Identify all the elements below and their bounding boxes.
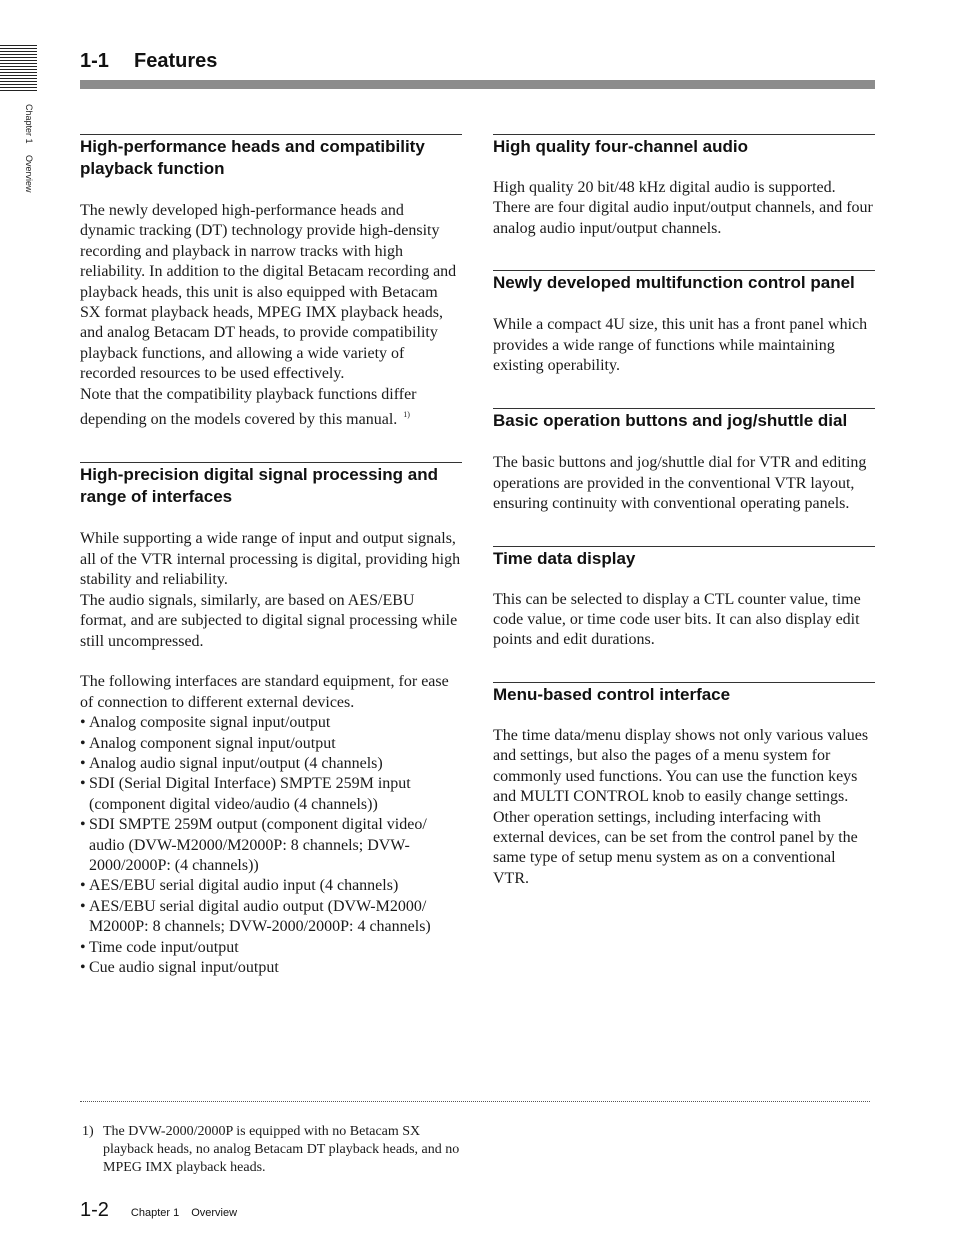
section-high-performance-heads <box>80 134 462 430</box>
list-item-text: SDI (Serial Digital Interface) SMPTE 259M input (component digital video/audio (4 channels)) <box>89 775 411 813</box>
section-heading: Menu-based control interface <box>493 684 731 704</box>
bullet: • <box>80 775 86 793</box>
section-digital-signal-processing <box>80 462 462 978</box>
bullet: • <box>80 754 86 772</box>
bullet: • <box>80 714 86 732</box>
section-heading: High-precision digital signal processing and range of interfaces <box>80 465 438 507</box>
list-item <box>80 774 462 815</box>
paragraph: High quality 20 bit/48 kHz digital audio is supported. There are four digital audio input/output channels, and four analog audio input/output channels. <box>493 179 873 237</box>
list-item <box>80 734 462 754</box>
section-four-channel-audio <box>493 134 875 239</box>
right-column <box>493 134 875 889</box>
list-item-text: SDI SMPTE 259M output (component digital video/ audio (DVW-M2000/M2000P: 8 channels; DVW-2000/2000P: (4 channels)) <box>89 816 427 874</box>
section-time-data-display <box>493 546 875 651</box>
section-body <box>493 453 875 514</box>
section-heading: Time data display <box>493 548 636 568</box>
paragraph-text: Note that the compatibility playback functions differ depending on the models covered by this manual. <box>80 385 417 429</box>
left-column <box>80 134 462 978</box>
list-item <box>80 938 462 958</box>
bullet: • <box>80 958 86 976</box>
bullet: • <box>80 816 86 834</box>
bullet: • <box>80 938 86 956</box>
section-multifunction-panel <box>493 270 875 376</box>
paragraph: Other operation settings, including interfacing with external devices, can be set from the control panel by the same type of setup menu system as on a conventional VTR. <box>493 808 858 887</box>
bullet: • <box>80 734 86 752</box>
paragraph: The basic buttons and jog/shuttle dial for VTR and editing operations are provided in the conventional VTR layout, ensuring continuity with conventional operating panels. <box>493 454 867 513</box>
section-menu-interface <box>493 682 875 889</box>
interface-list <box>80 713 462 978</box>
footnote-mark: 1) <box>82 1124 94 1139</box>
paragraph: This can be selected to display a CTL counter value, time code value, or time code user bits. It can also display edit points and edit durations. <box>493 590 861 649</box>
footer-chapter <box>131 1207 237 1219</box>
list-item-text: AES/EBU serial digital audio output (DVW-M2000/ M2000P: 8 channels; DVW-2000/2000P: 4 channels) <box>89 897 431 936</box>
section-body <box>80 529 462 978</box>
list-item-text: Analog component signal input/output <box>89 734 336 752</box>
list-item <box>80 958 462 978</box>
side-tab-chapter: Chapter 1 <box>24 104 34 144</box>
list-item <box>80 815 462 876</box>
section-body <box>80 201 462 430</box>
section-heading: High-performance heads and compatibility playback function <box>80 137 425 178</box>
section-heading: High quality four-channel audio <box>493 137 748 156</box>
section-body <box>493 178 875 239</box>
footnote-divider <box>80 1101 870 1102</box>
section-body <box>493 315 875 376</box>
section-heading: Basic operation buttons and jog/shuttle dial <box>493 411 848 431</box>
list-item <box>80 713 462 733</box>
list-item-text: Analog composite signal input/output <box>89 714 331 732</box>
footnote <box>82 1123 472 1177</box>
paragraph: While supporting a wide range of input and output signals, all of the VTR internal processing is digital, providing high stability and reliability. <box>80 530 461 589</box>
bullet: • <box>80 897 86 915</box>
paragraph: The newly developed high-performance heads and dynamic tracking (DT) technology provide high-density recording and playback in narrow tracks with high reliability. In addition to the digital Betacam recording and playback heads, this unit is also equipped with Betacam SX format playback heads, MPEG IMX playback heads, and analog Betacam DT heads, to provide compatibility playback functions, and allowing a wide variety of recorded resources to be used effectively. <box>80 202 457 383</box>
section-heading: Newly developed multifunction control panel <box>493 273 855 293</box>
paragraph: While a compact 4U size, this unit has a front panel which provides a wide range of functions while maintaining existing operability. <box>493 316 868 375</box>
list-item-text: Cue audio signal input/output <box>89 958 279 976</box>
bullet: • <box>80 877 86 895</box>
list-item <box>80 897 462 938</box>
list-item <box>80 754 462 774</box>
section-body <box>493 726 875 889</box>
section-title: Features <box>134 50 218 72</box>
footer-chapter-label: Chapter 1 <box>130 1207 180 1219</box>
side-tab-name: Overview <box>24 155 34 193</box>
list-item-text: Analog audio signal input/output (4 channels) <box>89 754 383 772</box>
list-item-text: Time code input/output <box>89 938 239 956</box>
list-item-text: AES/EBU serial digital audio input (4 channels) <box>89 877 399 895</box>
footnote-reference: 1) <box>403 410 410 420</box>
section-number: 1-1 <box>80 50 109 72</box>
section-jog-shuttle <box>493 408 875 514</box>
paragraph: The following interfaces are standard equipment, for ease of connection to different external devices. <box>80 673 449 711</box>
list-item <box>80 876 462 896</box>
chapter-tab-stripes <box>0 45 37 91</box>
footnote-text: The DVW-2000/2000P is equipped with no Betacam SX playback heads, no analog Betacam DT playback heads, and no MPEG IMX playback heads. <box>103 1124 460 1175</box>
page-footer <box>80 1199 237 1222</box>
paragraph: The audio signals, similarly, are based on AES/EBU format, and are subjected to digital signal processing while still uncompressed. <box>80 591 458 650</box>
section-body <box>493 590 875 651</box>
footer-chapter-name: Overview <box>191 1207 238 1219</box>
side-chapter-tab <box>24 104 34 193</box>
title-bar <box>80 80 875 89</box>
paragraph <box>80 385 462 431</box>
paragraph: The time data/menu display shows not only various values and settings, but also the pages of a menu system for commonly used functions. You can use the function keys and MULTI CONTROL knob to easily change settings. <box>493 726 869 806</box>
page-number: 1-2 <box>80 1199 109 1221</box>
page-title <box>80 50 217 73</box>
